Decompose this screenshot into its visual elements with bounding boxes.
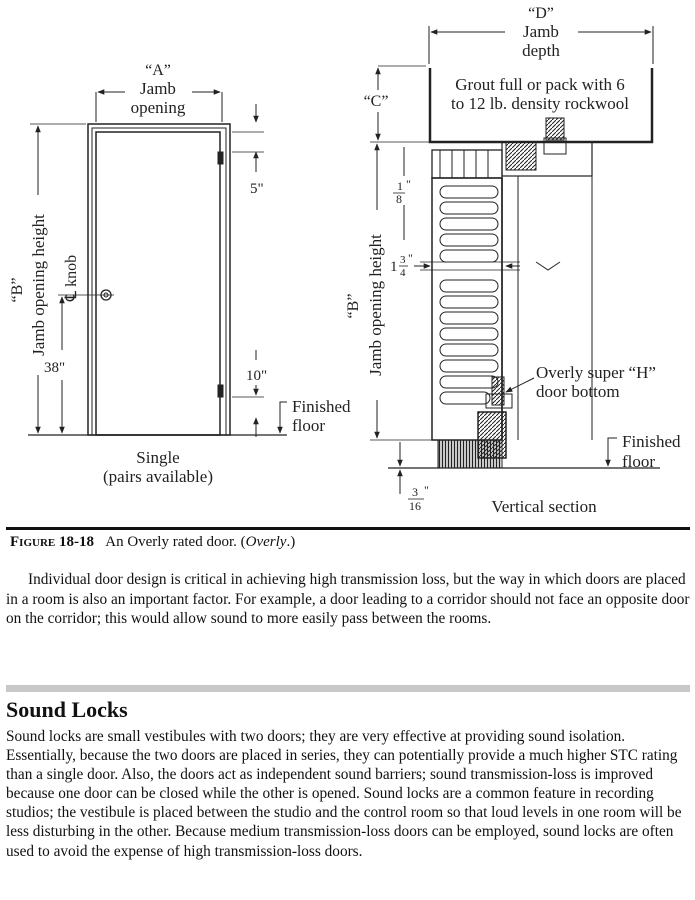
vertical-section-label: Vertical section: [491, 497, 597, 516]
finished-floor-line2: floor: [292, 416, 326, 435]
dim-10: 10": [246, 368, 268, 384]
finished-floor-section-line1: Finished: [622, 432, 681, 451]
frac-1-3-4-suffix: ": [408, 251, 413, 265]
jamb-opening-line1: Jamb: [140, 79, 176, 98]
overly-line1: Overly super “H”: [536, 363, 656, 382]
frac-3-16-den: 16: [409, 499, 421, 513]
label-d: “D”: [528, 5, 554, 22]
finished-floor-section-line2: floor: [622, 452, 656, 471]
section-title: Sound Locks: [6, 697, 128, 722]
label-b-front: “B”: [9, 277, 26, 303]
overly-line2: door bottom: [536, 382, 620, 401]
frac-1-8-suffix: ": [406, 177, 411, 191]
label-c: “C”: [363, 93, 389, 110]
jamb-opening-height-front: Jamb opening height: [29, 214, 48, 356]
caption-source: Overly: [245, 534, 287, 550]
body-paragraph-1: Individual door design is critical in achieving high transmission loss, but the way in which doors are placed in a room is also an important factor. For example, a door leading to a corridor should not face an opposite door on the corridor; this would allow sound to more easily pass between the rooms.: [6, 571, 690, 627]
frac-1-8-num: 1: [397, 179, 403, 193]
finished-floor-line1: Finished: [292, 397, 351, 416]
caption-label: Figure 18-18: [10, 534, 94, 550]
caption-end: .): [286, 534, 296, 550]
dim-5: 5": [250, 181, 264, 197]
body-paragraph-2: Sound locks are small vestibules with two doors; they are very effective at providing sound isolation. Essentially, because the two doors are placed in series, they can potentially provide a much higher STC rating than a single door. Also, the doors act as independent sound barriers; sound transmission-loss is improved because one door can be closed while the other is opened. Sound locks are a common feature in recording studios; the vestibule is placed between the studio and the control room so that loud levels in one room will be less disturbing in the other. Because medium transmission-loss doors can be employed, sound locks are often used to avoid the expense of high transmission-loss doors.: [6, 728, 682, 860]
single-label: Single: [136, 448, 180, 467]
frac-3-16-num: 3: [412, 485, 418, 499]
label-b-section: “B”: [345, 293, 362, 319]
pairs-available-label: (pairs available): [103, 467, 213, 486]
label-a: “A”: [145, 62, 171, 79]
caption-rule: [6, 527, 690, 530]
figure-caption: [10, 534, 295, 551]
grout-line2: to 12 lb. density rockwool: [450, 94, 630, 113]
knob-label: ℄ knob: [63, 254, 80, 302]
grout-line1: Grout full or pack with 6: [455, 75, 625, 94]
dim-38: 38": [44, 360, 66, 376]
frac-1-3-4-whole: 1: [390, 259, 398, 275]
jamb-opening-line2: opening: [130, 98, 186, 117]
section-divider: [6, 685, 690, 692]
caption-text: An Overly rated door. (: [105, 534, 246, 550]
frac-3-16-suffix: ": [424, 483, 429, 497]
jamb-depth-line2: depth: [522, 41, 560, 60]
jamb-depth-line1: Jamb: [523, 22, 559, 41]
jamb-opening-height-section: Jamb opening height: [366, 234, 385, 376]
frac-1-8-den: 8: [396, 192, 402, 206]
frac-1-3-4-num: 3: [400, 254, 406, 266]
frac-1-3-4-den: 4: [400, 267, 406, 279]
